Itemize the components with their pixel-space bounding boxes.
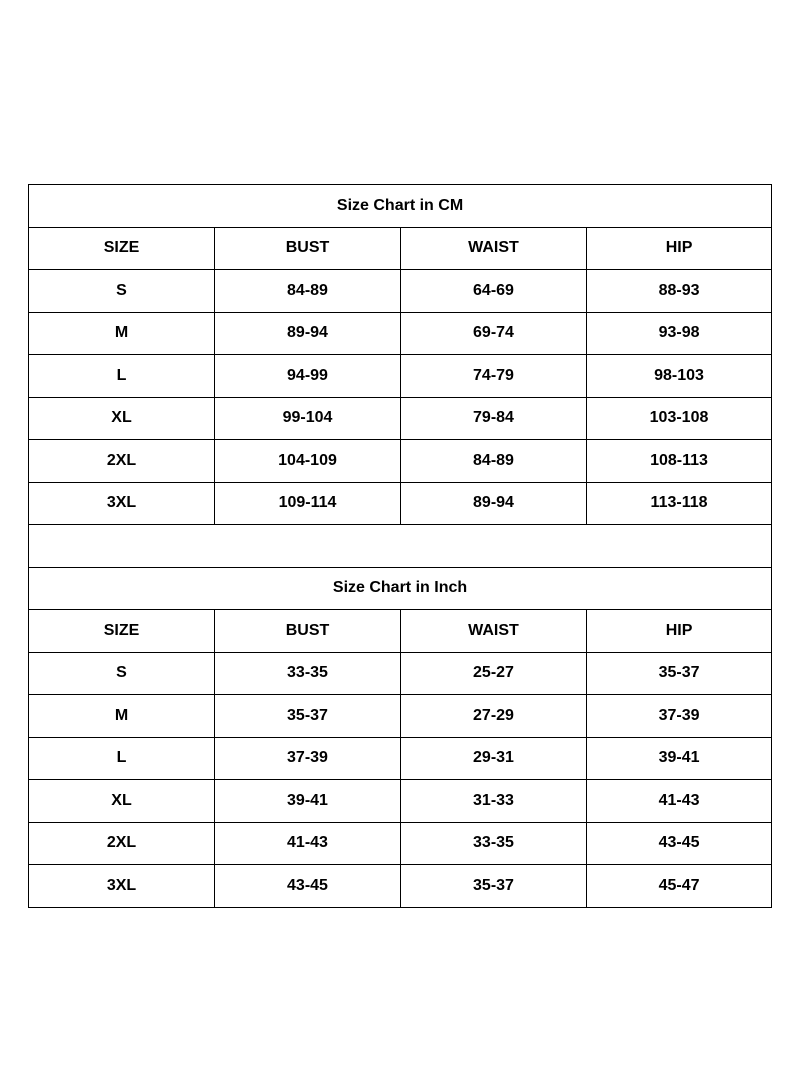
inch-cell-size: M bbox=[29, 695, 215, 738]
spacer-row bbox=[29, 525, 772, 568]
cm-cell-size: L bbox=[29, 355, 215, 398]
inch-cell-size: S bbox=[29, 652, 215, 695]
cm-row-m bbox=[29, 312, 772, 355]
cm-row-s bbox=[29, 270, 772, 313]
inch-cell-bust: 43-45 bbox=[215, 865, 401, 908]
inch-cell-hip: 45-47 bbox=[587, 865, 772, 908]
inch-cell-waist: 27-29 bbox=[401, 695, 587, 738]
inch-cell-size: L bbox=[29, 737, 215, 780]
inch-row-3xl bbox=[29, 865, 772, 908]
cm-cell-bust: 89-94 bbox=[215, 312, 401, 355]
inch-row-xl bbox=[29, 780, 772, 823]
inch-cell-hip: 35-37 bbox=[587, 652, 772, 695]
inch-cell-bust: 35-37 bbox=[215, 695, 401, 738]
cm-row-2xl bbox=[29, 440, 772, 483]
cm-cell-waist: 74-79 bbox=[401, 355, 587, 398]
inch-title-row bbox=[29, 567, 772, 610]
cm-cell-size: XL bbox=[29, 397, 215, 440]
cm-cell-hip: 103-108 bbox=[587, 397, 772, 440]
inch-cell-bust: 41-43 bbox=[215, 822, 401, 865]
cm-cell-size: 2XL bbox=[29, 440, 215, 483]
inch-header-bust: BUST bbox=[215, 610, 401, 653]
cm-chart-title: Size Chart in CM bbox=[29, 185, 772, 228]
cm-cell-hip: 113-118 bbox=[587, 482, 772, 525]
inch-cell-hip: 39-41 bbox=[587, 737, 772, 780]
inch-row-l bbox=[29, 737, 772, 780]
cm-cell-bust: 99-104 bbox=[215, 397, 401, 440]
cm-header-row bbox=[29, 227, 772, 270]
inch-row-m bbox=[29, 695, 772, 738]
size-chart bbox=[28, 184, 771, 908]
size-chart-table bbox=[28, 184, 772, 908]
inch-row-2xl bbox=[29, 822, 772, 865]
cm-cell-size: S bbox=[29, 270, 215, 313]
cm-row-3xl bbox=[29, 482, 772, 525]
inch-cell-size: XL bbox=[29, 780, 215, 823]
cm-cell-waist: 64-69 bbox=[401, 270, 587, 313]
cm-cell-hip: 108-113 bbox=[587, 440, 772, 483]
cm-cell-waist: 89-94 bbox=[401, 482, 587, 525]
cm-cell-bust: 84-89 bbox=[215, 270, 401, 313]
inch-cell-bust: 37-39 bbox=[215, 737, 401, 780]
cm-cell-bust: 104-109 bbox=[215, 440, 401, 483]
cm-cell-waist: 79-84 bbox=[401, 397, 587, 440]
inch-cell-size: 2XL bbox=[29, 822, 215, 865]
inch-cell-waist: 35-37 bbox=[401, 865, 587, 908]
cm-cell-waist: 69-74 bbox=[401, 312, 587, 355]
inch-header-waist: WAIST bbox=[401, 610, 587, 653]
cm-cell-size: M bbox=[29, 312, 215, 355]
cm-cell-bust: 94-99 bbox=[215, 355, 401, 398]
cm-header-hip: HIP bbox=[587, 227, 772, 270]
cm-cell-size: 3XL bbox=[29, 482, 215, 525]
inch-row-s bbox=[29, 652, 772, 695]
inch-header-row bbox=[29, 610, 772, 653]
inch-header-hip: HIP bbox=[587, 610, 772, 653]
cm-cell-hip: 93-98 bbox=[587, 312, 772, 355]
inch-cell-waist: 31-33 bbox=[401, 780, 587, 823]
inch-header-size: SIZE bbox=[29, 610, 215, 653]
cm-cell-waist: 84-89 bbox=[401, 440, 587, 483]
cm-cell-hip: 88-93 bbox=[587, 270, 772, 313]
inch-cell-waist: 29-31 bbox=[401, 737, 587, 780]
inch-chart-title: Size Chart in Inch bbox=[29, 567, 772, 610]
cm-row-l bbox=[29, 355, 772, 398]
inch-cell-bust: 33-35 bbox=[215, 652, 401, 695]
spacer-cell bbox=[29, 525, 772, 568]
cm-header-waist: WAIST bbox=[401, 227, 587, 270]
inch-cell-hip: 41-43 bbox=[587, 780, 772, 823]
inch-cell-size: 3XL bbox=[29, 865, 215, 908]
inch-cell-hip: 43-45 bbox=[587, 822, 772, 865]
inch-cell-waist: 33-35 bbox=[401, 822, 587, 865]
cm-row-xl bbox=[29, 397, 772, 440]
inch-cell-waist: 25-27 bbox=[401, 652, 587, 695]
cm-header-size: SIZE bbox=[29, 227, 215, 270]
cm-header-bust: BUST bbox=[215, 227, 401, 270]
cm-title-row bbox=[29, 185, 772, 228]
cm-cell-bust: 109-114 bbox=[215, 482, 401, 525]
inch-cell-bust: 39-41 bbox=[215, 780, 401, 823]
cm-cell-hip: 98-103 bbox=[587, 355, 772, 398]
inch-cell-hip: 37-39 bbox=[587, 695, 772, 738]
